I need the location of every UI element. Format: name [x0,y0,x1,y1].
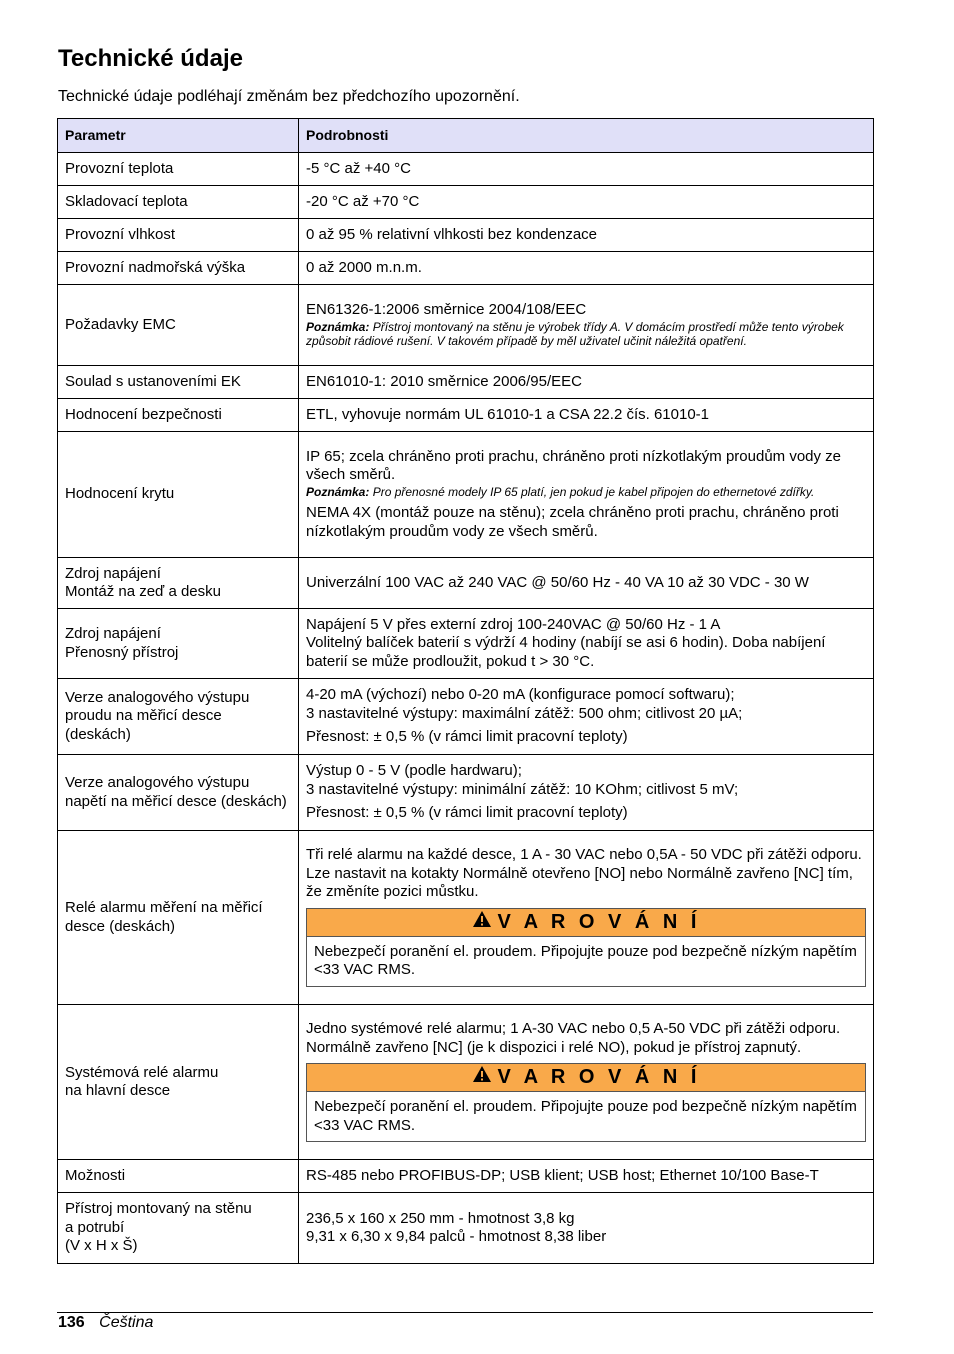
details-cell [299,186,874,219]
details-text: 3 nastavitelné výstupy: maximální zátěž: 500 ohm; citlivost 20 µA; [306,704,743,722]
table-row [58,1005,874,1160]
details-text: ETL, vyhovuje normám UL 61010-1 a CSA 22.2 čís. 61010-1 [306,405,710,423]
warning-title: V A R O V Á N Í [497,910,701,933]
details-text: IP 65; zcela chráněno proti prachu, chráněno proti nízkotlakým proudům vody ze všech směrů. [306,447,842,484]
spec-table-body [58,153,874,1264]
parameter-cell [58,558,299,609]
details-text: 9,31 x 6,30 x 9,84 palců - hmotnost 8,38 liber [306,1228,607,1245]
details-cell [299,558,874,609]
parameter-text: Verze analogového výstupu proudu na měřicí desce (deskách) [65,688,250,743]
details-text: -5 °C až +40 °C [306,159,411,177]
parameter-cell [58,252,299,285]
parameter-text: a potrubí [65,1218,125,1236]
details-text: 236,5 x 160 x 250 mm - hmotnost 3,8 kg [306,1209,575,1227]
details-cell [299,755,874,831]
column-header-details: Podrobnosti [299,119,874,153]
details-cell [299,252,874,285]
details-text: 4-20 mA (výchozí) nebo 0-20 mA (konfigurace pomocí softwaru); [306,686,735,704]
details-text: 0 až 95 % relativní vlhkosti bez kondenzace [306,225,597,243]
table-row [58,1160,874,1193]
parameter-cell [58,609,299,679]
details-text: Univerzální 100 VAC až 240 VAC @ 50/60 Hz - 40 VA 10 až 30 VDC - 30 W [306,573,809,591]
table-header-row [58,119,874,153]
parameter-cell [58,186,299,219]
parameter-cell [58,831,299,1005]
table-row [58,399,874,432]
table-row [58,755,874,831]
table-row [58,219,874,252]
spec-table [57,118,874,1264]
parameter-text: Provozní nadmořská výška [65,258,246,276]
details-cell [299,679,874,755]
warning-triangle-icon [472,909,498,936]
parameter-text: Relé alarmu měření na měřicí desce (deskách) [65,899,263,935]
details-cell [299,366,874,399]
details-text: Přesnost: ± 0,5 % (v rámci limit pracovní teploty) [306,728,628,746]
details-text: 3 nastavitelné výstupy: minimální zátěž: 10 KOhm; citlivost 5 mV; [306,780,739,798]
warning-title: V A R O V Á N Í [497,1066,701,1088]
details-text: 0 až 2000 m.n.m. [306,258,422,276]
table-row [58,432,874,558]
page-footer [58,1313,153,1333]
note-label: Poznámka: [306,484,370,499]
note [306,485,866,500]
note-text: Pro přenosné modely IP 65 platí, jen pokud je kabel připojen do ethernetové zdířky. [372,484,815,499]
footer-language: Čeština [99,1314,154,1331]
parameter-text: Skladovací teplota [65,192,188,210]
parameter-text: Systémová relé alarmu [65,1063,219,1081]
details-text: Normálně zavřeno [NC] (je k dispozici i relé NO), pokud je přístroj zapnutý. [306,1038,802,1056]
parameter-text: na hlavní desce [65,1082,171,1099]
table-row [58,366,874,399]
warning-header [307,1064,865,1092]
note [306,320,866,349]
parameter-cell [58,153,299,186]
intro-text: Technické údaje podléhají změnám bez předchozího upozornění. [58,88,520,105]
parameter-cell [58,219,299,252]
details-text: Napájení 5 V přes externí zdroj 100-240VAC @ 50/60 Hz - 1 A [306,615,721,633]
parameter-cell [58,285,299,366]
parameter-text: Verze analogového výstupu napětí na měřicí desce (deskách) [65,774,287,810]
table-row [58,679,874,755]
table-row [58,285,874,366]
table-row [58,609,874,679]
parameter-cell [58,366,299,399]
parameter-text: Přístroj montovaný na stěnu [65,1200,252,1218]
details-text: Lze nastavit na kotakty Normálně otevřeno [NO] nebo Normálně zavřeno [NC] tím, že změníte pozici můstku. [306,864,853,901]
warning-triangle-icon [472,1064,498,1091]
details-cell [299,153,874,186]
parameter-cell [58,755,299,831]
details-text: Jedno systémové relé alarmu; 1 A-30 VAC nebo 0,5 A-50 VDC při zátěži odporu. [306,1020,841,1037]
warning-header [307,909,865,937]
parameter-cell [58,432,299,558]
details-cell [299,1005,874,1160]
column-header-parameter: Parametr [58,119,299,153]
parameter-cell [58,1005,299,1160]
details-text: NEMA 4X (montáž pouze na stěnu); zcela chráněno proti prachu, chráněno proti nízkotlakým proudům vody ze všech směrů. [306,504,839,540]
table-row [58,153,874,186]
details-text: -20 °C až +70 °C [306,192,420,210]
page-title: Technické údaje [58,45,243,72]
parameter-text: (V x H x Š) [65,1237,138,1255]
details-cell [299,831,874,1005]
table-row [58,1193,874,1264]
footer-divider [57,1312,873,1313]
parameter-text: Provozní vlhkost [65,225,176,243]
warning-text: Nebezpečí poranění el. proudem. Připojujte pouze pod bezpečně nízkým napětím <33 VAC RMS. [314,942,857,979]
details-cell [299,285,874,366]
details-text: Tři relé alarmu na každé desce, 1 A - 30 VAC nebo 0,5A - 50 VDC při zátěži odporu. [306,846,862,864]
parameter-text: Hodnocení bezpečnosti [65,405,222,423]
details-text: Výstup 0 - 5 V (podle hardwaru); [306,762,522,780]
parameter-cell [58,679,299,755]
table-row [58,558,874,609]
table-row [58,186,874,219]
parameter-text: Zdroj napájení [65,564,161,582]
details-cell [299,219,874,252]
parameter-text: Provozní teplota [65,159,174,177]
parameter-text: Zdroj napájení [65,625,161,642]
details-text: Volitelný balíček baterií s výdrží 4 hodiny (nabíjí se asi 6 hodin). Doba nabíjení baterií se může prodloužit, pokud t > 30 °C. [306,634,826,670]
parameter-text: Hodnocení krytu [65,485,175,503]
details-cell [299,1193,874,1264]
page-number: 136 [58,1314,85,1331]
note-text: Přístroj montovaný na stěnu je výrobek třídy A. V domácím prostředí může tento výrobek způsobit rádiové rušení. V takovém případě by měl uživatel učinit náležitá opatření. [306,319,844,349]
warning-box [306,1063,866,1142]
warning-text: Nebezpečí poranění el. proudem. Připojujte pouze pod bezpečně nízkým napětím <33 VAC RMS. [314,1098,857,1134]
parameter-cell [58,1193,299,1264]
parameter-text: Požadavky EMC [65,315,176,333]
details-cell [299,1160,874,1193]
details-text: RS-485 nebo PROFIBUS-DP; USB klient; USB host; Ethernet 10/100 Base-T [306,1166,819,1184]
parameter-text: Soulad s ustanoveními EK [65,372,241,390]
details-cell [299,399,874,432]
note-label: Poznámka: [306,319,370,334]
parameter-text: Přenosný přístroj [65,643,179,661]
parameter-cell [58,1160,299,1193]
parameter-text: Montáž na zeď a desku [65,583,221,600]
table-row [58,252,874,285]
table-row [58,831,874,1005]
details-text: EN61010-1: 2010 směrnice 2006/95/EEC [306,372,583,390]
warning-box [306,908,866,987]
parameter-text: Možnosti [65,1166,126,1184]
details-text: EN61326-1:2006 směrnice 2004/108/EEC [306,301,587,319]
details-text: Přesnost: ± 0,5 % (v rámci limit pracovní teploty) [306,804,628,822]
parameter-cell [58,399,299,432]
details-cell [299,609,874,679]
details-cell [299,432,874,558]
